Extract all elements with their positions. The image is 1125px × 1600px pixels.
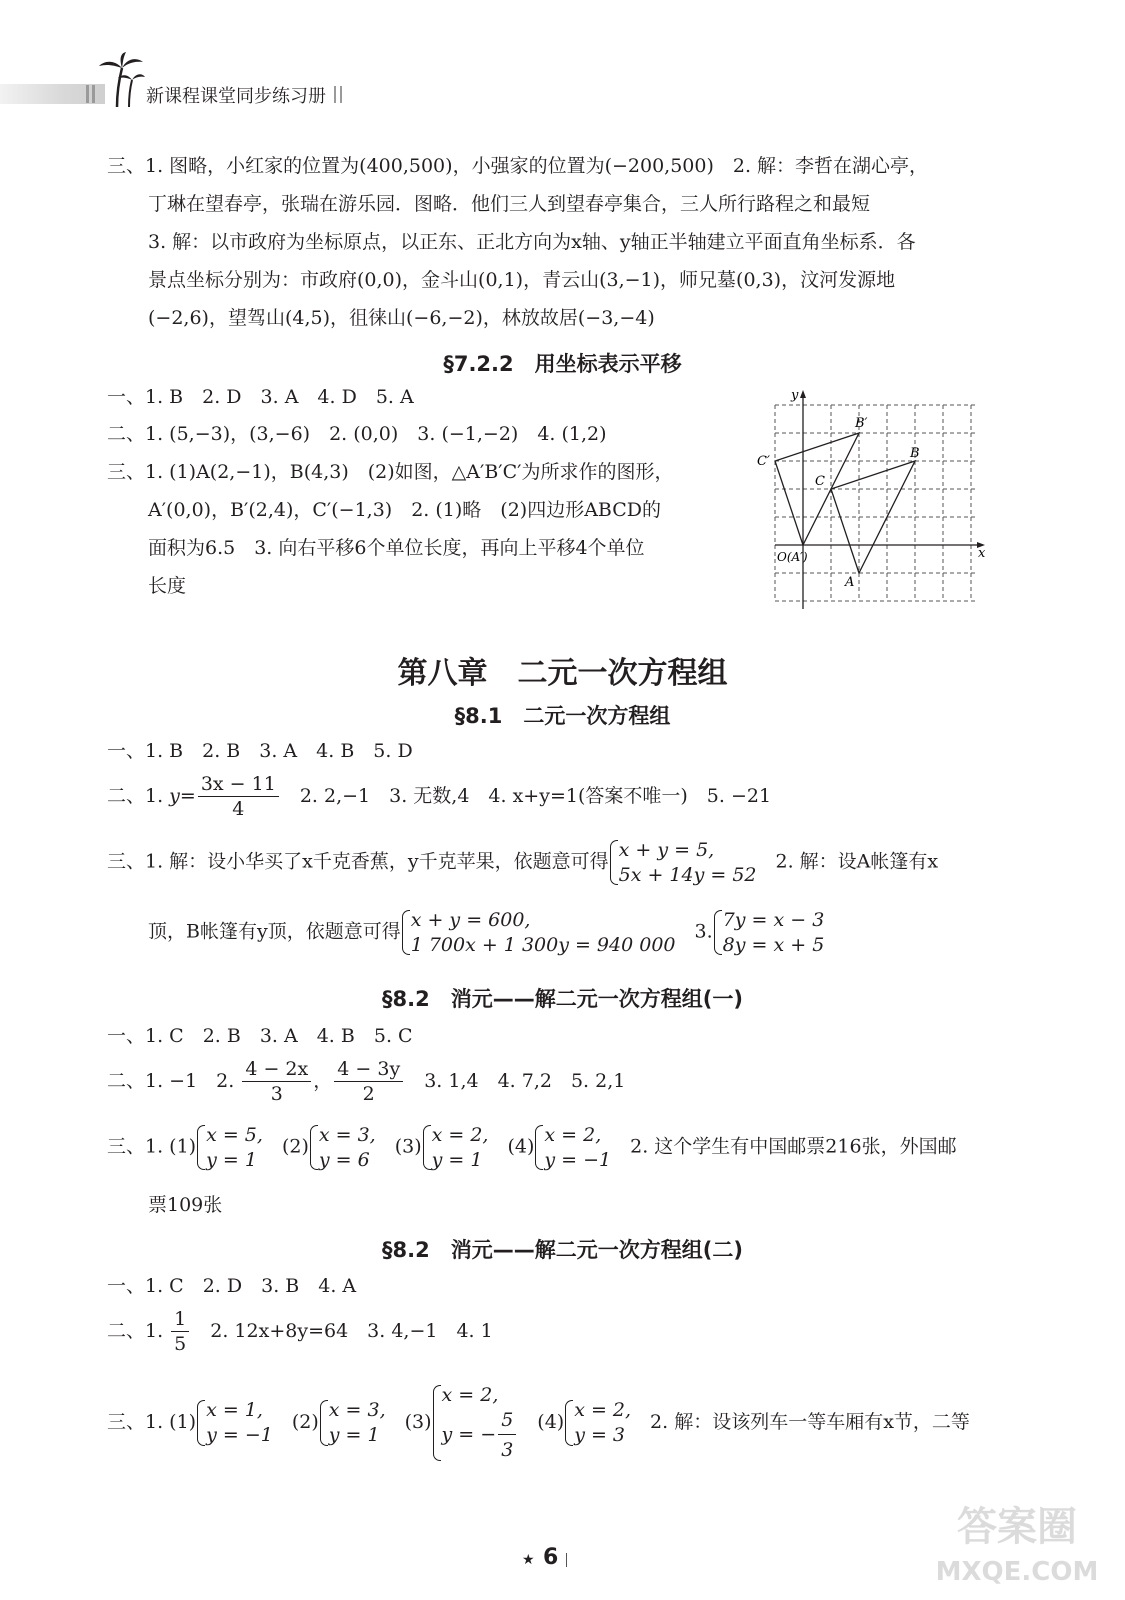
equation: y = 6 bbox=[318, 1148, 370, 1171]
label-o-a-prime: O(A′) bbox=[777, 550, 808, 564]
fraction bbox=[334, 1060, 403, 1104]
answer-text: (3) bbox=[385, 1411, 432, 1434]
fraction bbox=[198, 775, 279, 819]
equation-system bbox=[422, 1123, 489, 1172]
equation: x + y = 5, bbox=[618, 839, 715, 861]
equation: x = 5, bbox=[206, 1124, 263, 1146]
section-title: §8.2 消元——解二元一次方程组(一) bbox=[382, 987, 743, 1011]
label-c: C bbox=[815, 474, 825, 489]
label-a: A bbox=[845, 575, 855, 590]
fraction-numerator: 3x − 11 bbox=[198, 775, 279, 797]
answer-line bbox=[107, 1123, 957, 1172]
equation: y = 1 bbox=[328, 1424, 380, 1447]
equation-lhs: y = − bbox=[441, 1423, 497, 1446]
comma: ， bbox=[313, 1070, 333, 1092]
y-axis-arrow bbox=[800, 390, 806, 398]
answer-text: (4) bbox=[518, 1411, 565, 1434]
answer-line: 三、1. (1)A(2,−1)，B(4,3) (2)如图，△A′B′C′为所求作的图形， bbox=[107, 461, 674, 483]
answer-text: (4) bbox=[488, 1135, 535, 1158]
answer-line: 一、1. B 2. B 3. A 4. B 5. D bbox=[107, 740, 413, 762]
label-b: B bbox=[910, 446, 920, 461]
answer-line: 三、1. 图略，小红家的位置为(400,500)，小强家的位置为(−200,500) 2. 解：李哲在湖心亭， bbox=[107, 155, 929, 177]
equation-system bbox=[401, 908, 676, 957]
grid-lines bbox=[775, 405, 975, 601]
fraction-numerator: 1 bbox=[171, 1310, 189, 1332]
label-c-prime: C′ bbox=[757, 454, 770, 469]
answer-line bbox=[107, 838, 938, 887]
equation bbox=[442, 1408, 519, 1463]
watermark-logo bbox=[917, 1492, 1117, 1592]
equation: y = 1 bbox=[206, 1148, 257, 1171]
section-title: §7.2.2 用坐标表示平移 bbox=[443, 352, 682, 376]
fraction-numerator: 4 − 2x bbox=[242, 1060, 311, 1082]
fraction-denominator: 3 bbox=[270, 1083, 283, 1105]
answer-text: 2. 解：设A帐篷有x bbox=[756, 850, 939, 873]
answer-line: 长度 bbox=[148, 575, 187, 597]
fraction-denominator: 3 bbox=[501, 1439, 514, 1462]
palm-tree-icon bbox=[95, 52, 145, 108]
equation: x = 3, bbox=[328, 1399, 386, 1422]
fraction-denominator: 2 bbox=[362, 1083, 375, 1105]
equation: 5x + 14y = 52 bbox=[618, 863, 757, 886]
answer-text: 二、1. −1 2. bbox=[107, 1070, 241, 1092]
answer-line: 景点坐标分别为：市政府(0,0)，金斗山(0,1)，青云山(3,−1)，师兄墓(0,3)，汶河发源地 bbox=[148, 269, 896, 291]
answer-text: (2) bbox=[272, 1411, 319, 1434]
y-axis-label: y bbox=[791, 388, 799, 403]
answer-line bbox=[107, 1310, 493, 1354]
page-number: 6 bbox=[543, 1545, 559, 1570]
fraction bbox=[242, 1060, 311, 1104]
header-bar bbox=[334, 86, 336, 103]
equation-system bbox=[196, 1123, 263, 1172]
equation: 7y = x − 3 bbox=[722, 909, 825, 931]
section-title: §8.2 消元——解二元一次方程组(二) bbox=[382, 1238, 743, 1262]
answer-line: 一、1. B 2. D 3. A 4. D 5. A bbox=[107, 386, 414, 408]
x-axis-label: x bbox=[978, 546, 986, 561]
equation-system bbox=[713, 908, 825, 957]
answer-line: (−2,6)，望驾山(4,5)，徂徕山(−6,−2)，林放故居(−3,−4) bbox=[148, 307, 655, 329]
answer-line bbox=[107, 1060, 625, 1104]
math-text: y= bbox=[169, 785, 196, 807]
answer-line: 一、1. C 2. B 3. A 4. B 5. C bbox=[107, 1025, 413, 1047]
equation: x = 3, bbox=[318, 1124, 376, 1146]
answer-text: 三、1. 解：设小华买了x千克香蕉，y千克苹果，依题意可得 bbox=[107, 850, 609, 873]
answer-text: (2) bbox=[262, 1135, 309, 1158]
star-icon: ★ bbox=[522, 1552, 535, 1568]
answer-line bbox=[148, 908, 824, 957]
answer-line: 票109张 bbox=[148, 1194, 223, 1216]
answer-line: 面积为6.5 3. 向右平移6个单位长度，再向上平移4个单位 bbox=[148, 537, 645, 559]
equation: y = −1 bbox=[544, 1148, 612, 1171]
fraction-numerator: 4 − 3y bbox=[334, 1060, 403, 1082]
header-title: 新课程课堂同步练习册 bbox=[146, 86, 326, 107]
equation: x = 2, bbox=[544, 1124, 602, 1146]
item-prefix: 二、1. bbox=[107, 785, 170, 807]
header-band bbox=[0, 84, 105, 104]
equation-system bbox=[309, 1123, 376, 1172]
answer-text: 2. 解：设该列车一等车厢有x节，二等 bbox=[631, 1411, 970, 1434]
equation: y = −1 bbox=[206, 1424, 273, 1447]
answer-text: 2. 2,−1 3. 无数,4 4. x+y=1(答案不唯一) 5. −21 bbox=[280, 785, 772, 807]
answer-text: 3. 1,4 4. 7,2 5. 2,1 bbox=[405, 1070, 626, 1092]
equation: y = 3 bbox=[574, 1424, 626, 1447]
fraction-denominator: 5 bbox=[174, 1333, 187, 1355]
equation-system bbox=[564, 1398, 631, 1447]
answer-text: (3) bbox=[375, 1135, 422, 1158]
chapter-title: 第八章 二元一次方程组 bbox=[397, 656, 728, 691]
section-title: §8.1 二元一次方程组 bbox=[454, 704, 671, 728]
coordinate-grid-figure bbox=[757, 385, 995, 610]
equation: 8y = x + 5 bbox=[722, 933, 825, 956]
answer-text: 2. 12x+8y=64 3. 4,−1 4. 1 bbox=[191, 1320, 493, 1342]
equation: x = 1, bbox=[206, 1399, 263, 1422]
watermark-text: 答案圈 bbox=[957, 1504, 1077, 1550]
equation-system bbox=[319, 1398, 386, 1447]
equation-system bbox=[609, 838, 757, 887]
answer-line: 3. 解：以市政府为坐标原点，以正东、正北方向为x轴、y轴正半轴建立平面直角坐标系．各 bbox=[148, 231, 916, 253]
answer-text: 三、1. (1) bbox=[107, 1411, 197, 1434]
answer-line: A′(0,0)，B′(2,4)，C′(−1,3) 2. (1)略 (2)四边形ABCD的 bbox=[148, 499, 662, 521]
header-bar bbox=[340, 86, 342, 103]
header-bar bbox=[86, 85, 89, 103]
answer-text: 三、1. (1) bbox=[107, 1135, 197, 1158]
answer-line: 一、1. C 2. D 3. B 4. A bbox=[107, 1275, 357, 1297]
equation: x = 2, bbox=[574, 1399, 632, 1422]
equation: x + y = 600, bbox=[410, 909, 531, 931]
answer-line: 丁琳在望春亭，张瑞在游乐园．图略．他们三人到望春亭集合，三人所行路程之和最短 bbox=[148, 193, 871, 215]
answer-text: 2. 这个学生有中国邮票216张，外国邮 bbox=[611, 1135, 957, 1158]
equation-system bbox=[534, 1123, 611, 1172]
equation-system bbox=[196, 1398, 273, 1447]
equation: x = 2, bbox=[441, 1384, 499, 1406]
fraction bbox=[498, 1408, 516, 1463]
answer-line bbox=[107, 775, 771, 819]
label-b-prime: B′ bbox=[855, 416, 868, 431]
answer-text: 二、1. bbox=[107, 1320, 170, 1342]
fraction-numerator: 5 bbox=[498, 1408, 516, 1436]
answer-text: 3. bbox=[675, 920, 713, 943]
equation: y = 1 bbox=[431, 1148, 483, 1171]
equation: 1 700x + 1 300y = 940 000 bbox=[410, 933, 676, 956]
footer-divider bbox=[566, 1553, 567, 1567]
fraction-denominator: 4 bbox=[232, 798, 245, 820]
fraction bbox=[171, 1310, 189, 1354]
watermark-url: MXQE.COM bbox=[935, 1557, 1099, 1587]
answer-line: 二、1. (5,−3)，(3,−6) 2. (0,0) 3. (−1,−2) 4. (1,2) bbox=[107, 423, 607, 445]
equation-system bbox=[432, 1383, 519, 1463]
equation: x = 2, bbox=[431, 1124, 489, 1146]
answer-text: 顶，B帐篷有y顶，依题意可得 bbox=[148, 920, 401, 943]
answer-line bbox=[107, 1383, 970, 1463]
